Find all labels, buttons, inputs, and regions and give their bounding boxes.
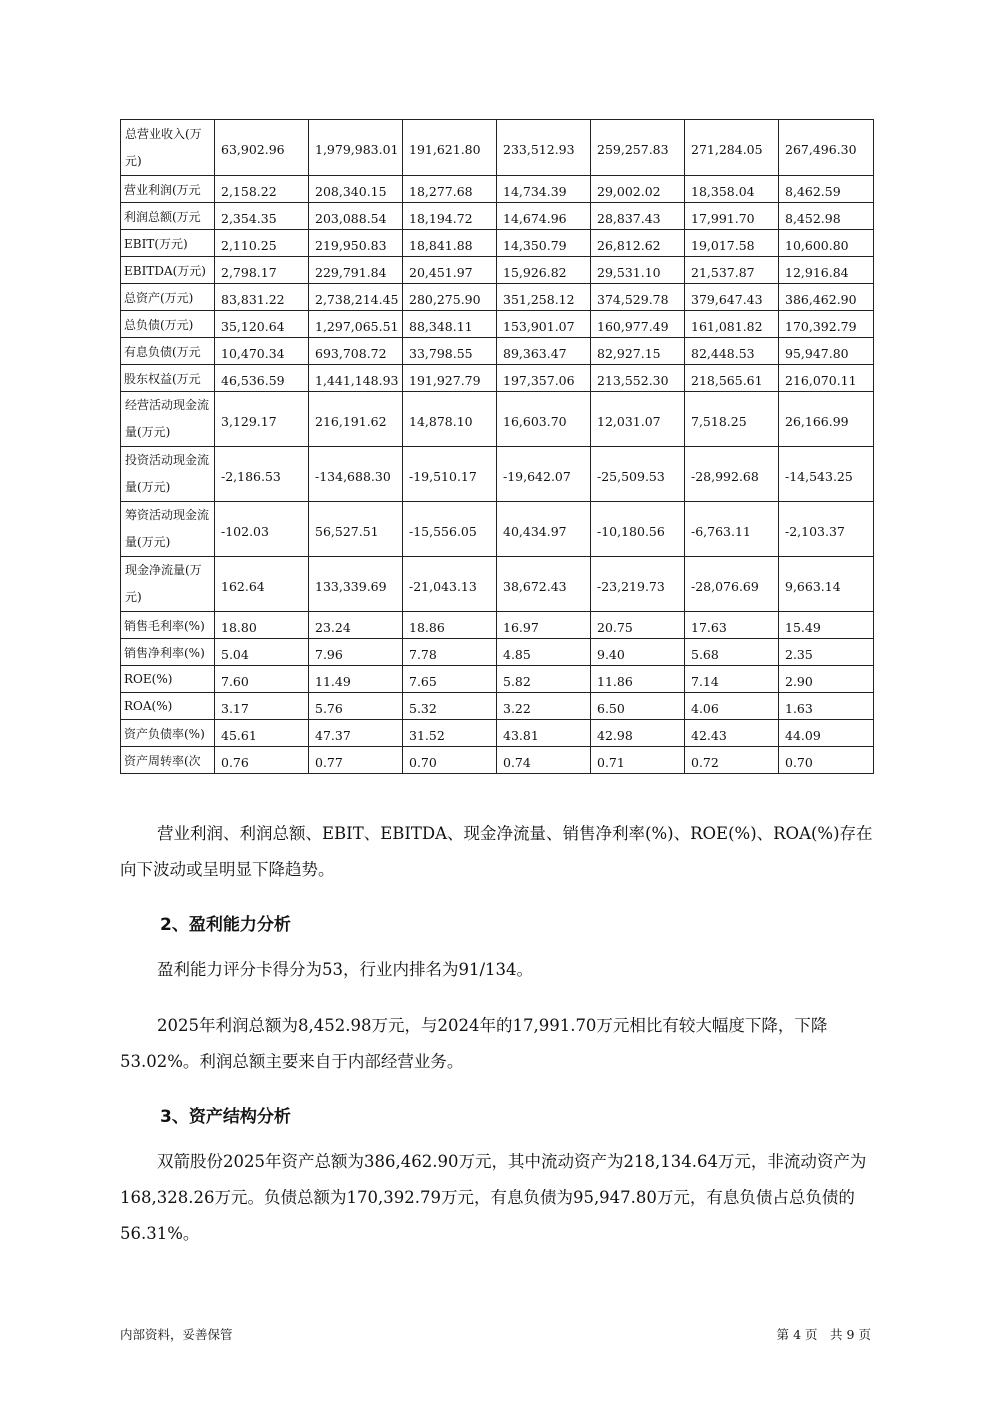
profitability-score-paragraph: 盈利能力评分卡得分为53，行业内排名为91/134。 bbox=[157, 960, 534, 979]
table-cell: 208,340.15 bbox=[309, 176, 403, 203]
table-cell: 11.86 bbox=[591, 666, 685, 693]
table-cell: 38,672.43 bbox=[497, 557, 591, 612]
table-cell: 29,531.10 bbox=[591, 257, 685, 284]
table-cell: 42.98 bbox=[591, 720, 685, 747]
table-cell: 20,451.97 bbox=[403, 257, 497, 284]
table-cell: -19,642.07 bbox=[497, 447, 591, 502]
table-cell: 56,527.51 bbox=[309, 502, 403, 557]
table-cell: 191,927.79 bbox=[403, 365, 497, 392]
table-row bbox=[121, 365, 874, 392]
table-row bbox=[121, 747, 874, 774]
table-row bbox=[121, 557, 874, 612]
table-cell: 133,339.69 bbox=[309, 557, 403, 612]
table-row bbox=[121, 120, 874, 176]
table-cell: -23,219.73 bbox=[591, 557, 685, 612]
table-row bbox=[121, 176, 874, 203]
table-cell: 12,031.07 bbox=[591, 392, 685, 447]
table-cell: -2,103.37 bbox=[779, 502, 874, 557]
table-cell: -19,510.17 bbox=[403, 447, 497, 502]
table-cell: 26,812.62 bbox=[591, 230, 685, 257]
table-cell: 213,552.30 bbox=[591, 365, 685, 392]
table-cell: -28,992.68 bbox=[685, 447, 779, 502]
table-cell: 2,798.17 bbox=[215, 257, 309, 284]
table-row bbox=[121, 639, 874, 666]
table-cell: 10,470.34 bbox=[215, 338, 309, 365]
row-label: 销售净利率(%) bbox=[121, 639, 215, 666]
table-cell: 153,901.07 bbox=[497, 311, 591, 338]
table-cell: 216,191.62 bbox=[309, 392, 403, 447]
table-cell: 17.63 bbox=[685, 612, 779, 639]
table-cell: 6.50 bbox=[591, 693, 685, 720]
table-row bbox=[121, 392, 874, 447]
table-row bbox=[121, 284, 874, 311]
table-cell: 45.61 bbox=[215, 720, 309, 747]
table-cell: 4.85 bbox=[497, 639, 591, 666]
table-cell: 28,837.43 bbox=[591, 203, 685, 230]
table-cell: 1.63 bbox=[779, 693, 874, 720]
table-cell: 40,434.97 bbox=[497, 502, 591, 557]
row-label: 筹资活动现金流量(万元) bbox=[121, 502, 215, 557]
table-cell: 21,537.87 bbox=[685, 257, 779, 284]
table-row bbox=[121, 447, 874, 502]
row-label: 总营业收入(万元) bbox=[121, 120, 215, 176]
table-cell: 386,462.90 bbox=[779, 284, 874, 311]
table-cell: 216,070.11 bbox=[779, 365, 874, 392]
row-label: ROE(%) bbox=[121, 666, 215, 693]
page-total: 9 bbox=[846, 1327, 855, 1342]
table-cell: 0.74 bbox=[497, 747, 591, 774]
table-cell: -25,509.53 bbox=[591, 447, 685, 502]
table-cell: 14,674.96 bbox=[497, 203, 591, 230]
table-cell: 15.49 bbox=[779, 612, 874, 639]
table-cell: 17,991.70 bbox=[685, 203, 779, 230]
table-cell: 2,738,214.45 bbox=[309, 284, 403, 311]
profit-total-paragraph: 2025年利润总额为8,452.98万元，与2024年的17,991.70万元相比有较大幅度下降，下降53.02%。利润总额主要来自于内部经营业务。 bbox=[120, 1016, 828, 1071]
row-label: 资产周转率(次 bbox=[121, 747, 215, 774]
table-cell: 0.72 bbox=[685, 747, 779, 774]
table-cell: -21,043.13 bbox=[403, 557, 497, 612]
table-cell: 9,663.14 bbox=[779, 557, 874, 612]
table-cell: 379,647.43 bbox=[685, 284, 779, 311]
table-cell: 18,841.88 bbox=[403, 230, 497, 257]
table-cell: 267,496.30 bbox=[779, 120, 874, 176]
table-cell: 7.60 bbox=[215, 666, 309, 693]
row-label: 利润总额(万元 bbox=[121, 203, 215, 230]
table-cell: 43.81 bbox=[497, 720, 591, 747]
row-label: 有息负债(万元 bbox=[121, 338, 215, 365]
table-cell: 160,977.49 bbox=[591, 311, 685, 338]
table-cell: 16.97 bbox=[497, 612, 591, 639]
table-cell: 29,002.02 bbox=[591, 176, 685, 203]
table-cell: 26,166.99 bbox=[779, 392, 874, 447]
table-row bbox=[121, 338, 874, 365]
table-cell: 8,452.98 bbox=[779, 203, 874, 230]
table-row bbox=[121, 693, 874, 720]
table-cell: 42.43 bbox=[685, 720, 779, 747]
section-heading-profitability: 2、盈利能力分析 bbox=[160, 915, 291, 935]
table-cell: 1,979,983.01 bbox=[309, 120, 403, 176]
table-cell: -2,186.53 bbox=[215, 447, 309, 502]
table-cell: 7.78 bbox=[403, 639, 497, 666]
table-cell: 2,354.35 bbox=[215, 203, 309, 230]
table-cell: -28,076.69 bbox=[685, 557, 779, 612]
table-cell: 31.52 bbox=[403, 720, 497, 747]
table-cell: 218,565.61 bbox=[685, 365, 779, 392]
row-label: 营业利润(万元 bbox=[121, 176, 215, 203]
table-cell: 229,791.84 bbox=[309, 257, 403, 284]
table-cell: 8,462.59 bbox=[779, 176, 874, 203]
row-label: 销售毛利率(%) bbox=[121, 612, 215, 639]
footer-confidential-note: 内部资料，妥善保管 bbox=[120, 1327, 233, 1342]
table-cell: 191,621.80 bbox=[403, 120, 497, 176]
table-cell: 2,158.22 bbox=[215, 176, 309, 203]
table-row bbox=[121, 230, 874, 257]
table-cell: 2.90 bbox=[779, 666, 874, 693]
table-cell: 83,831.22 bbox=[215, 284, 309, 311]
table-cell: 197,357.06 bbox=[497, 365, 591, 392]
table-cell: 162.64 bbox=[215, 557, 309, 612]
table-cell: 88,348.11 bbox=[403, 311, 497, 338]
page-mid: 页 共 bbox=[805, 1327, 843, 1342]
table-cell: 3.22 bbox=[497, 693, 591, 720]
table-cell: 0.70 bbox=[779, 747, 874, 774]
table-cell: 14,734.39 bbox=[497, 176, 591, 203]
table-cell: 44.09 bbox=[779, 720, 874, 747]
table-row bbox=[121, 612, 874, 639]
table-cell: 1,441,148.93 bbox=[309, 365, 403, 392]
table-cell: 18,194.72 bbox=[403, 203, 497, 230]
table-cell: 16,603.70 bbox=[497, 392, 591, 447]
page-suffix: 页 bbox=[858, 1327, 871, 1342]
table-cell: 47.37 bbox=[309, 720, 403, 747]
table-cell: 5.68 bbox=[685, 639, 779, 666]
row-label: 现金净流量(万元) bbox=[121, 557, 215, 612]
footer-page-indicator bbox=[777, 1325, 871, 1343]
table-cell: 2,110.25 bbox=[215, 230, 309, 257]
page-current: 4 bbox=[793, 1327, 802, 1342]
section-heading-asset-structure: 3、资产结构分析 bbox=[160, 1107, 291, 1127]
row-label: 总负债(万元) bbox=[121, 311, 215, 338]
table-cell: -14,543.25 bbox=[779, 447, 874, 502]
table-cell: 18,358.04 bbox=[685, 176, 779, 203]
table-cell: 280,275.90 bbox=[403, 284, 497, 311]
row-label: EBIT(万元) bbox=[121, 230, 215, 257]
page-prefix: 第 bbox=[776, 1327, 790, 1342]
row-label: 股东权益(万元 bbox=[121, 365, 215, 392]
table-cell: 0.76 bbox=[215, 747, 309, 774]
table-cell: 161,081.82 bbox=[685, 311, 779, 338]
table-cell: 10,600.80 bbox=[779, 230, 874, 257]
table-cell: 271,284.05 bbox=[685, 120, 779, 176]
table-cell: 0.71 bbox=[591, 747, 685, 774]
table-cell: 18.86 bbox=[403, 612, 497, 639]
row-label: 资产负债率(%) bbox=[121, 720, 215, 747]
table-cell: 15,926.82 bbox=[497, 257, 591, 284]
table-cell: 20.75 bbox=[591, 612, 685, 639]
row-label: 投资活动现金流量(万元) bbox=[121, 447, 215, 502]
table-cell: 233,512.93 bbox=[497, 120, 591, 176]
financial-table bbox=[120, 119, 874, 774]
table-cell: 374,529.78 bbox=[591, 284, 685, 311]
table-cell: -6,763.11 bbox=[685, 502, 779, 557]
table-cell: 89,363.47 bbox=[497, 338, 591, 365]
table-cell: 18.80 bbox=[215, 612, 309, 639]
table-cell: 4.06 bbox=[685, 693, 779, 720]
table-cell: -134,688.30 bbox=[309, 447, 403, 502]
row-label: EBITDA(万元) bbox=[121, 257, 215, 284]
table-cell: 5.82 bbox=[497, 666, 591, 693]
table-cell: 259,257.83 bbox=[591, 120, 685, 176]
table-cell: 7.14 bbox=[685, 666, 779, 693]
table-cell: -15,556.05 bbox=[403, 502, 497, 557]
table-cell: -10,180.56 bbox=[591, 502, 685, 557]
table-cell: 7,518.25 bbox=[685, 392, 779, 447]
table-cell: 3.17 bbox=[215, 693, 309, 720]
table-cell: 46,536.59 bbox=[215, 365, 309, 392]
table-cell: 11.49 bbox=[309, 666, 403, 693]
table-cell: 14,878.10 bbox=[403, 392, 497, 447]
table-row bbox=[121, 502, 874, 557]
row-label: 经营活动现金流量(万元) bbox=[121, 392, 215, 447]
table-cell: 82,448.53 bbox=[685, 338, 779, 365]
table-row bbox=[121, 311, 874, 338]
row-label: 总资产(万元) bbox=[121, 284, 215, 311]
table-row bbox=[121, 203, 874, 230]
table-cell: 23.24 bbox=[309, 612, 403, 639]
table-cell: 5.04 bbox=[215, 639, 309, 666]
table-cell: 63,902.96 bbox=[215, 120, 309, 176]
table-cell: 5.32 bbox=[403, 693, 497, 720]
asset-structure-paragraph: 双箭股份2025年资产总额为386,462.90万元，其中流动资产为218,134.64万元，非流动资产为168,328.26万元。负债总额为170,392.79万元，有息负债为95,947.80万元，有息负债占总负债的56.31%。 bbox=[120, 1152, 867, 1243]
trend-paragraph: 营业利润、利润总额、EBIT、EBITDA、现金净流量、销售净利率(%)、ROE(%)、ROA(%)存在向下波动或呈明显下降趋势。 bbox=[120, 824, 873, 879]
table-cell: 7.65 bbox=[403, 666, 497, 693]
table-cell: -102.03 bbox=[215, 502, 309, 557]
table-cell: 0.70 bbox=[403, 747, 497, 774]
table-cell: 170,392.79 bbox=[779, 311, 874, 338]
table-cell: 12,916.84 bbox=[779, 257, 874, 284]
row-label: ROA(%) bbox=[121, 693, 215, 720]
table-cell: 0.77 bbox=[309, 747, 403, 774]
table-cell: 35,120.64 bbox=[215, 311, 309, 338]
table-row bbox=[121, 666, 874, 693]
table-cell: 5.76 bbox=[309, 693, 403, 720]
table-cell: 203,088.54 bbox=[309, 203, 403, 230]
table-row bbox=[121, 720, 874, 747]
table-cell: 1,297,065.51 bbox=[309, 311, 403, 338]
table-cell: 33,798.55 bbox=[403, 338, 497, 365]
table-row bbox=[121, 257, 874, 284]
table-cell: 9.40 bbox=[591, 639, 685, 666]
table-cell: 19,017.58 bbox=[685, 230, 779, 257]
table-cell: 14,350.79 bbox=[497, 230, 591, 257]
table-cell: 95,947.80 bbox=[779, 338, 874, 365]
table-cell: 7.96 bbox=[309, 639, 403, 666]
table-cell: 2.35 bbox=[779, 639, 874, 666]
table-cell: 351,258.12 bbox=[497, 284, 591, 311]
table-cell: 219,950.83 bbox=[309, 230, 403, 257]
table-cell: 3,129.17 bbox=[215, 392, 309, 447]
table-cell: 82,927.15 bbox=[591, 338, 685, 365]
table-cell: 18,277.68 bbox=[403, 176, 497, 203]
table-cell: 693,708.72 bbox=[309, 338, 403, 365]
